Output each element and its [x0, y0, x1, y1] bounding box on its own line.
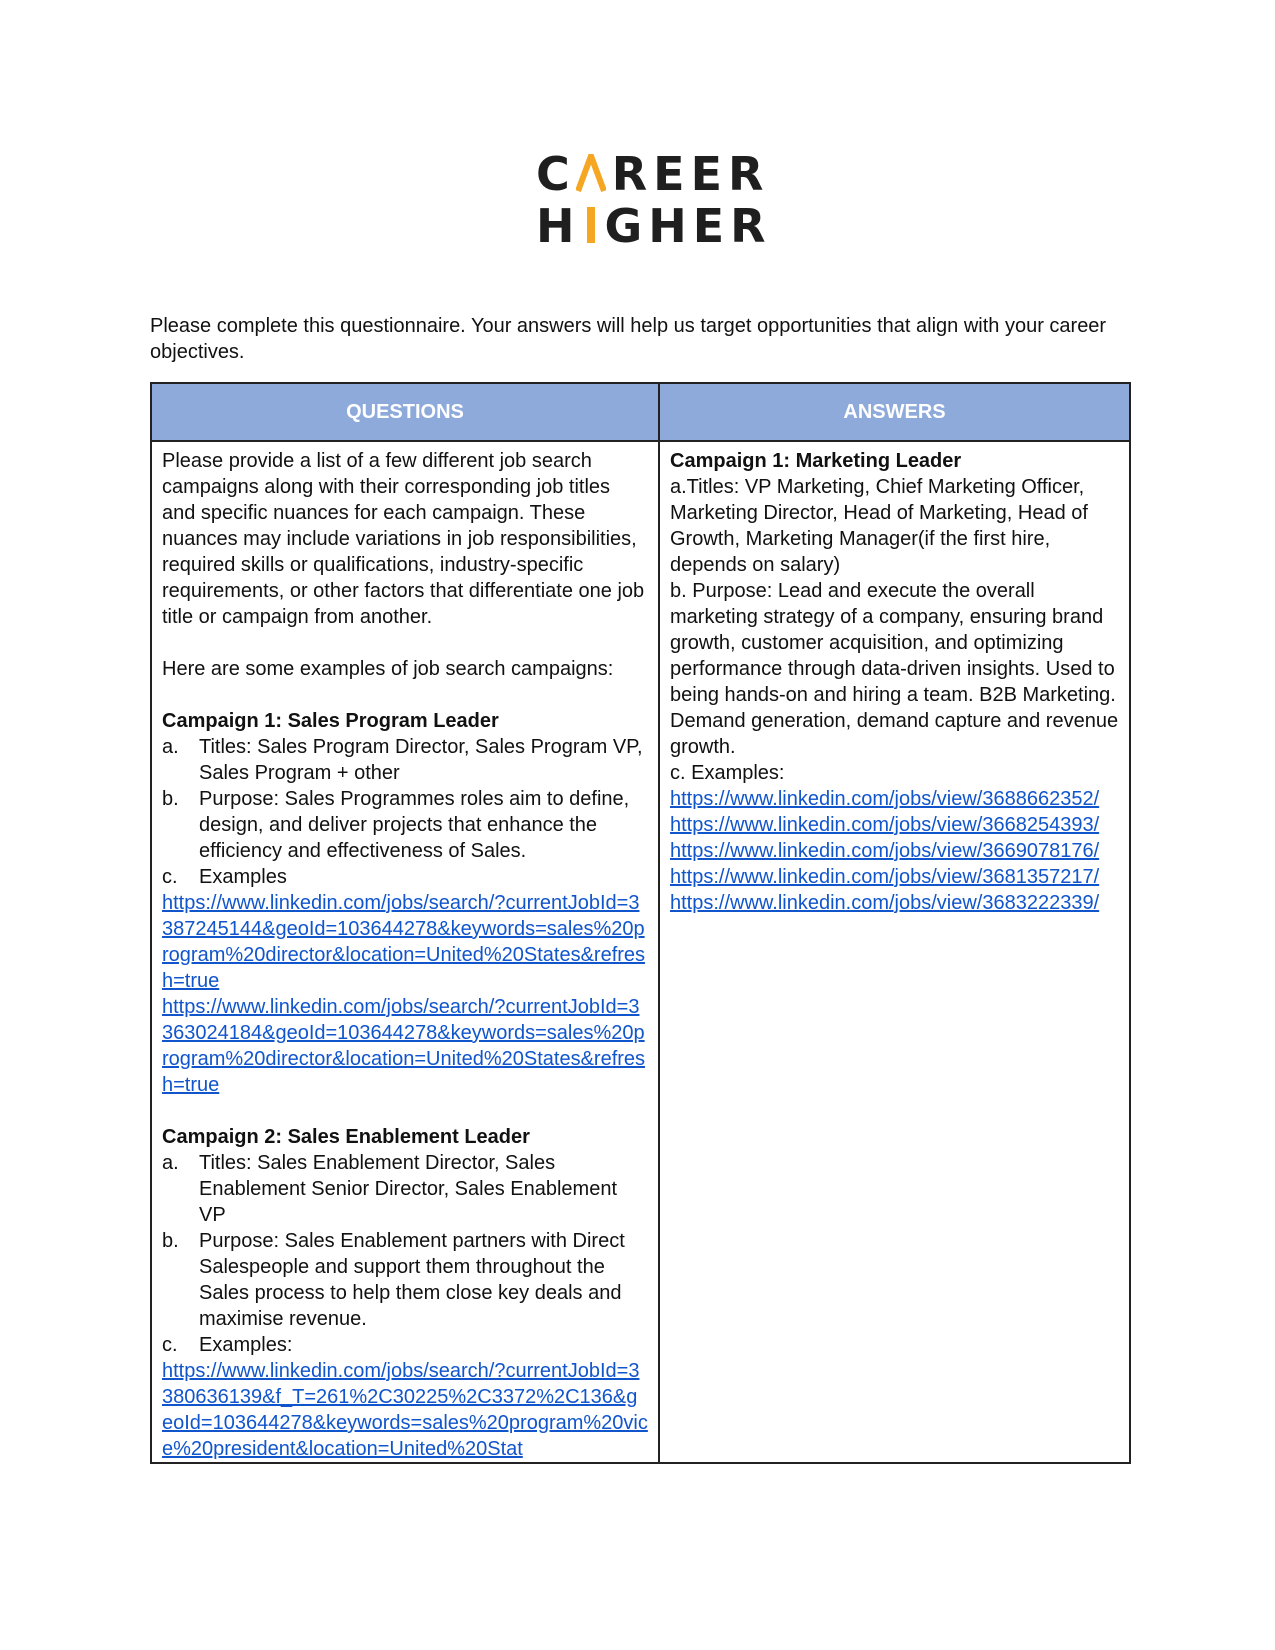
question-cell: [151, 441, 659, 1463]
questionnaire-table: [150, 382, 1131, 1464]
list-item: c. Examples:: [162, 1334, 293, 1356]
answer-examples-label: c. Examples:: [670, 762, 785, 784]
career-higher-logo: [536, 147, 772, 253]
campaign-1-example-link[interactable]: https://www.linkedin.com/jobs/search/?currentJobId=3363024184&geoId=103644278&keywords=sales%20program%20director&location=United%20States&refresh=true: [162, 996, 646, 1096]
list-item: b. Purpose: Sales Enablement partners with Direct Salespeople and support them throughout the Sales process to help them close key deals and maximise revenue.: [162, 1230, 625, 1330]
campaign-2-example-link[interactable]: https://www.linkedin.com/jobs/search/?currentJobId=3380636139&f_T=261%2C30225%2C3372%2C136&geoId=103644278&keywords=sales%20program%20vice%20president&location=United%20Stat: [162, 1360, 648, 1460]
list-item: a. Titles: Sales Enablement Director, Sales Enablement Senior Director, Sales Enablement VP: [162, 1152, 618, 1226]
campaign-1-example-link[interactable]: https://www.linkedin.com/jobs/search/?currentJobId=3387245144&geoId=103644278&keywords=sales%20program%20director&location=United%20States&refresh=true: [162, 892, 646, 992]
caret-icon: [576, 154, 606, 192]
questions-header: QUESTIONS: [151, 383, 659, 441]
answer-purpose: b. Purpose: Lead and execute the overall marketing strategy of a company, ensuring brand growth, customer acquisition, and optimizing performance through data-driven insights. Used to being hands-on and hiring a team. B2B Marketing. Demand generation, demand capture and revenue growth.: [670, 580, 1119, 758]
answers-header: ANSWERS: [659, 383, 1130, 441]
campaign-2-title: Campaign 2: Sales Enablement Leader: [162, 1126, 530, 1148]
answer-example-link[interactable]: https://www.linkedin.com/jobs/view/3683222339/: [670, 892, 1100, 914]
accent-bar-icon: [587, 207, 595, 243]
answer-campaign-title: Campaign 1: Marketing Leader: [670, 450, 962, 472]
list-item: a. Titles: Sales Program Director, Sales Program VP, Sales Program + other: [162, 736, 643, 784]
answer-example-link[interactable]: https://www.linkedin.com/jobs/view/3669078176/: [670, 840, 1100, 862]
answer-example-link[interactable]: https://www.linkedin.com/jobs/view/3688662352/: [670, 788, 1100, 810]
answer-example-link[interactable]: https://www.linkedin.com/jobs/view/3668254393/: [670, 814, 1100, 836]
question-paragraph: Please provide a list of a few different job search campaigns along with their corresponding job titles and specific nuances for each campaign. These nuances may include variations in job responsibilities, required skills or qualifications, industry-specific requirements, or other factors that differentiate one job title or campaign from another.: [162, 450, 645, 628]
intro-text: Please complete this questionnaire. Your answers will help us target opportunities that align with your career objectives.: [150, 315, 1107, 363]
campaign-1-title: Campaign 1: Sales Program Leader: [162, 710, 499, 732]
answer-titles: a.Titles: VP Marketing, Chief Marketing Officer, Marketing Director, Head of Marketing, Head of Growth, Marketing Manager(if the first hire, depends on salary): [670, 476, 1088, 576]
logo-line-higher: H GHER: [536, 199, 772, 253]
list-item: b. Purpose: Sales Programmes roles aim to define, design, and deliver projects that enhance the efficiency and effectiveness of Sales.: [162, 788, 630, 862]
answer-example-link[interactable]: https://www.linkedin.com/jobs/view/3681357217/: [670, 866, 1100, 888]
logo-line-career: C REER: [536, 147, 770, 201]
examples-intro: Here are some examples of job search campaigns:: [162, 658, 614, 680]
answer-cell: [659, 441, 1130, 1463]
list-item: c. Examples: [162, 866, 287, 888]
